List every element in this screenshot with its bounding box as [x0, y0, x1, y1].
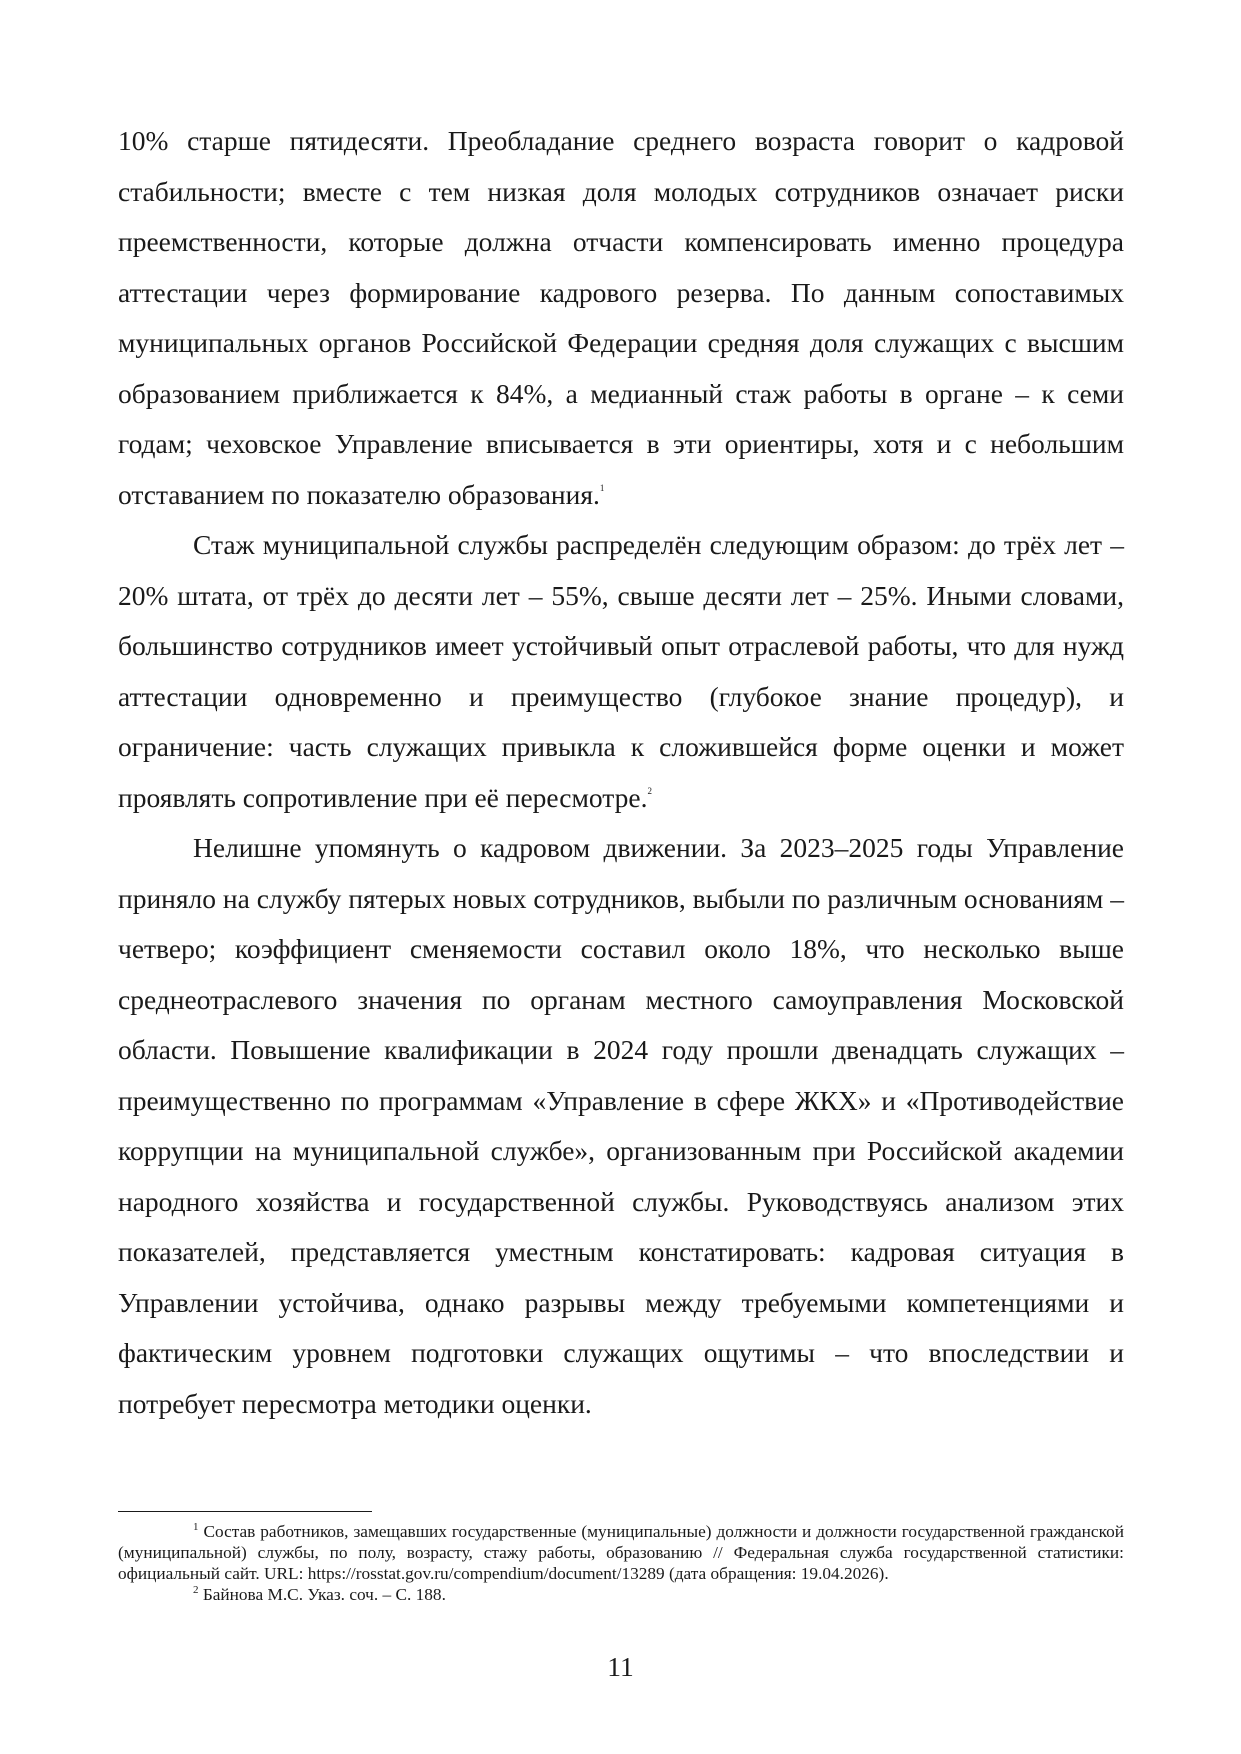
footnote — [118, 1584, 1124, 1605]
footnotes — [118, 1521, 1124, 1605]
page-number: 11 — [607, 1651, 634, 1682]
paragraph — [118, 116, 1124, 520]
paragraph-text: Стаж муниципальной службы распределён следующим образом: до трёх лет – 20% штата, от трёх до десяти лет – 55%, свыше десяти лет – 25%. Иными словами, большинство сотрудников имеет устойчивый опыт отраслевой работы, что для нужд аттестации одновременно и преимущество (глубокое знание процедур), и ограничение: часть служащих привыкла к сложившейся форме оценки и может проявлять сопротивление при её пересмотре. — [118, 529, 1124, 813]
footnote-reference: 1 — [599, 482, 605, 493]
footnote-text: Состав работников, замещавших государственные (муниципальные) должности и должности государственной гражданской (муниципальной) службы, по полу, возрасту, стажу работы, образованию // Федеральная служба государственной статистики: официальный сайт. URL: https://rosstat.gov.ru/compendium/document/13289 (дата обращения: 19.04.2026). — [118, 1522, 1124, 1583]
footnote — [118, 1521, 1124, 1584]
footnote-separator — [118, 1511, 372, 1512]
footnote-reference: 2 — [647, 785, 652, 796]
paragraph-text: Нелишне упомянуть о кадровом движении. За 2023–2025 годы Управление приняло на службу пятерых новых сотрудников, выбыли по различным основаниям – четверо; коэффициент сменяемости составил около 18%, что несколько выше среднеотраслевого значения по органам местного самоуправления Московской области. Повышение квалификации в 2024 году прошли двенадцать служащих – преимущественно по программам «Управление в сфере ЖКХ» и «Противодействие коррупции на муниципальной службе», организованным при Российской академии народного хозяйства и государственной службы. Руководствуясь анализом этих показателей, представляется уместным констатировать: кадровая ситуация в Управлении устойчива, однако разрывы между требуемыми компетенциями и фактическим уровнем подготовки служащих ощутимы – что впоследствии и потребует пересмотра методики оценки. — [118, 832, 1124, 1419]
footnote-text: Байнова М.С. Указ. соч. – С. 188. — [202, 1585, 446, 1604]
body-text — [118, 116, 1124, 1429]
footnote-number: 1 — [193, 1521, 199, 1533]
paragraph — [118, 520, 1124, 823]
paragraph — [118, 823, 1124, 1429]
footnote-number: 2 — [193, 1584, 199, 1596]
paragraph-text: 10% старше пятидесяти. Преобладание среднего возраста говорит о кадровой стабильности; вместе с тем низкая доля молодых сотрудников означает риски преемственности, которые должна отчасти компенсировать именно процедура аттестации через формирование кадрового резерва. По данным сопоставимых муниципальных органов Российской Федерации средняя доля служащих с высшим образованием приближается к 84%, а медианный стаж работы в органе – к семи годам; чеховское Управление вписывается в эти ориентиры, хотя и с небольшим отставанием по показателю образования. — [118, 125, 1124, 510]
